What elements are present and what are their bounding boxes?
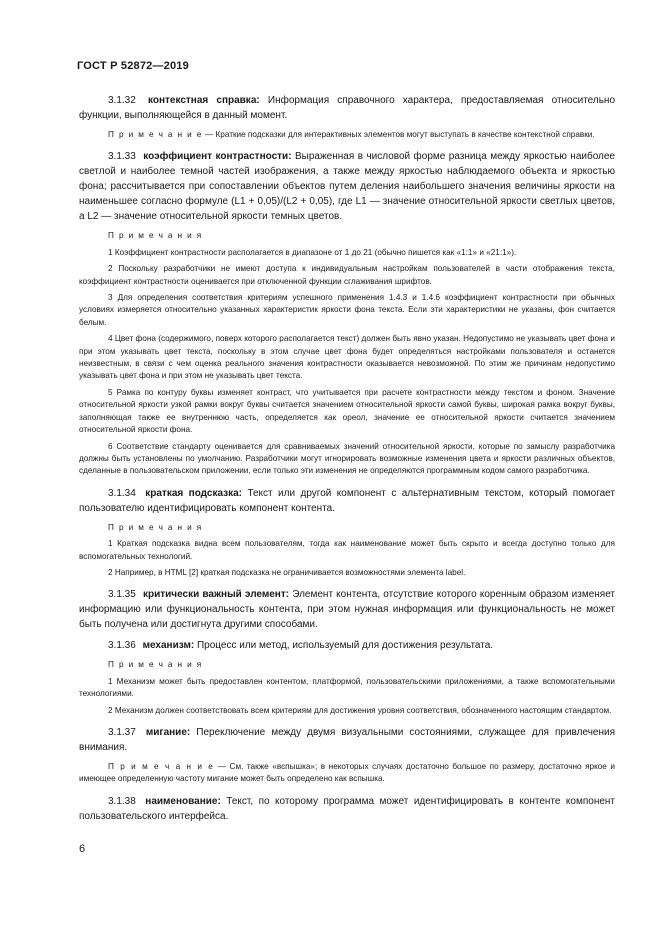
- note-item: 3 Для определения соответствия критериям успешного применения 1.4.3 и 1.4.6 коэффициент контрастности при обычных условиях измеряется относительно указанных характеристик яркости фона текста. Если эти характеристики не указаны, фон считается белым.: [79, 293, 615, 327]
- entry-term: контекстная справка:: [147, 95, 260, 106]
- note-item: 2 Например, в HTML [2] краткая подсказка не ограничивается возможностями элемента label.: [108, 567, 466, 577]
- note-item: 4 Цвет фона (содержимого, поверх которого располагается текст) должен быть явно указан. Недопустимо не указывать цвет фона и при этом указывать цвет текста, поскольку в этом случае цвет фона будет определяться настройками пользователя и останется неизвестным, в связи с чем оценка реального значения контрастности оказывается невозможной. По этим же причинам недопустимо указывать цвет фона и при этом не указывать цвет текста.: [79, 334, 615, 381]
- entry-number: 3.1.35: [108, 589, 136, 601]
- note-label: П р и м е ч а н и е: [108, 130, 203, 139]
- entry-3-1-34: [79, 486, 615, 516]
- entry-term: краткая подсказка:: [145, 487, 243, 499]
- entry-number: 3.1.37: [108, 726, 136, 738]
- note-label: П р и м е ч а н и е: [108, 761, 215, 771]
- entry-term: механизм:: [142, 640, 195, 652]
- page-number: 6: [79, 843, 86, 855]
- note-text: — Краткие подсказки для интерактивных элементов могут выступать в качестве контекстной справки.: [205, 130, 595, 139]
- entry-3-1-37: [79, 725, 615, 755]
- entry-number: 3.1.34: [108, 487, 136, 499]
- doc-code-header: ГОСТ Р 52872—2019: [77, 60, 189, 72]
- entry-number: 3.1.32: [108, 95, 136, 106]
- entry-definition: Текст или другой компонент с альтернативным текстом, который помогает пользователю идентифицировать компонент контента.: [79, 487, 615, 514]
- entry-3-1-38: [79, 794, 615, 824]
- entry-definition: Процесс или метод, используемый для достижения результата.: [196, 640, 494, 652]
- entry-definition: Элемент контента, отсутствие которого коренным образом изменяет информацию или функциональность контента, при этом нужная информация или функциональность не может быть получена или достигнута другими способами.: [79, 589, 615, 631]
- entry-definition: Текст, по которому программа может идентифицировать в контенте компонент пользовательского интерфейса.: [79, 795, 616, 822]
- notes-heading: П р и м е ч а н и я: [108, 231, 203, 241]
- entry-3-1-33: [79, 149, 615, 224]
- note-item: 6 Соответствие стандарту оценивается для сравниваемых значений относительной яркости, которые по замыслу разработчика должны быть установлены по умолчанию. Разработчики могут игнорировать возможные изменения цвета и яркости различных объектов, сделанные в пользовательском приложении, если только эти изменения не определяются программным кодом самого разработчика.: [79, 441, 615, 476]
- document-body: [79, 93, 615, 830]
- entry-definition: Переключение между двумя визуальными состояниями, служащее для привлечения внимания.: [79, 726, 616, 753]
- entry-number: 3.1.33: [108, 151, 136, 163]
- entry-number: 3.1.36: [108, 640, 136, 652]
- notes-heading: П р и м е ч а н и я: [108, 522, 203, 532]
- entry-term: критически важный элемент:: [142, 589, 290, 601]
- note-text: — См. также «вспышка»; в некоторых случаях достаточно большое по размеру, достаточно яркое и имеющее определенную частоту мигание может быть определено как вспышка.: [79, 761, 615, 784]
- entry-term: коэффициент контрастности:: [143, 151, 292, 163]
- entry-definition: Выраженная в числовой форме разница между яркостью наиболее светлой и наиболее темной частей изображения, а также между яркостью наблюдаемого объекта и яркостью фона; рассчитывается при сопоставлении объектов путем деления наибольшего значения величины яркости на наименьшее согласно формуле (L1 + 0,05)/(L2 + 0,05), где L1 — значение относительной яркости светлых цветов, а L2 — значение относительной яркости темных цветов.: [79, 151, 615, 223]
- notes-heading: П р и м е ч а н и я: [108, 660, 203, 670]
- note-item: 1 Коэффициент контрастности располагается в диапазоне от 1 до 21 (обычно пишется как «1:1» и «21:1»).: [108, 247, 517, 257]
- entry-definition: Информация справочного характера, предоставляемая относительно функции, выполняющейся в данный момент.: [79, 95, 616, 121]
- entry-term: мигание:: [145, 726, 191, 738]
- note-item: 1 Краткая подсказка видна всем пользователям, тогда как наименование может быть скрыто и всегда доступно только для вспомогательных технологий.: [79, 539, 615, 561]
- note-item: 2 Механизм должен соответствовать всем критериям для достижения уровня соответствия, обозначенного настоящим стандартом.: [108, 705, 612, 715]
- note-item: 1 Механизм может быть предоставлен контентом, платформой, пользовательскими приложениями, а также вспомогательными технологиями.: [79, 676, 615, 699]
- entry-3-1-32: [79, 93, 615, 123]
- entry-3-1-35: [79, 587, 615, 632]
- entry-term: наименование:: [145, 795, 221, 807]
- note-3-1-32: [79, 129, 615, 141]
- note-item: 2 Поскольку разработчики не имеют доступа к индивидуальным настройкам пользователей в части отображения текста, коэффициент контрастности оценивается при отключенной функции сглаживания шрифтов.: [79, 264, 615, 286]
- entry-3-1-36: [79, 638, 615, 653]
- entry-number: 3.1.38: [108, 795, 136, 807]
- note-3-1-37: [79, 761, 615, 786]
- note-item: 5 Рамка по контуру буквы изменяет контраст, что учитывается при расчете контрастности между текстом и фоном. Значение относительной яркости узкой рамки вокруг буквы считается значением относительной яркости самой буквы, широкая рамка вокруг буквы, заполняющая также ее внутреннюю часть, определяется как ореол, значение ее относительной яркости считается значением относительной яркости фона.: [79, 387, 615, 435]
